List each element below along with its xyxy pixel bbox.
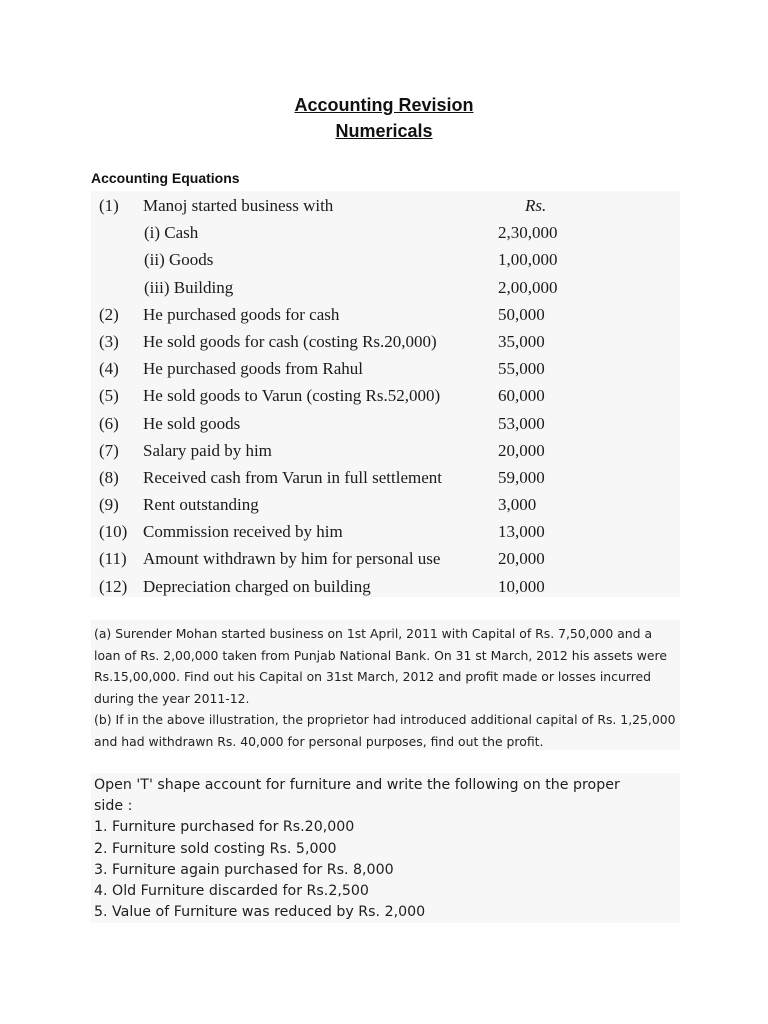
equation-amount: 55,000 <box>498 359 545 379</box>
equation-description: Salary paid by him <box>143 440 272 460</box>
t-account-item: 3. Furniture again purchased for Rs. 8,000 <box>94 861 394 878</box>
t-account-item: 1. Furniture purchased for Rs.20,000 <box>94 819 355 836</box>
equation-description: Rent outstanding <box>143 495 259 515</box>
equation-row <box>91 219 680 246</box>
equation-amount: 3,000 <box>498 495 537 515</box>
title-line-2: Numericals <box>335 121 433 141</box>
t-account-intro-1: Open 'T' shape account for furniture and write the following on the proper <box>94 777 620 793</box>
equation-description: He sold goods to Varun (costing Rs.52,000) <box>143 386 441 406</box>
equation-row <box>91 192 680 219</box>
equation-amount: 20,000 <box>498 549 545 569</box>
t-account-item: 2. Furniture sold costing Rs. 5,000 <box>94 840 337 857</box>
t-account-item: 4. Old Furniture discarded for Rs.2,500 <box>94 883 369 900</box>
equation-description: He purchased goods from Rahul <box>143 359 364 379</box>
amount-header: Rs. <box>525 196 547 215</box>
equation-row <box>91 573 680 600</box>
equation-description: He purchased goods for cash <box>143 304 340 324</box>
equation-description: He sold goods <box>143 413 241 433</box>
equation-number: (6) <box>99 413 119 433</box>
equation-row <box>91 464 680 491</box>
equation-amount: 50,000 <box>498 304 545 324</box>
equation-description: Received cash from Varun in full settlement <box>143 467 442 487</box>
equation-number: (4) <box>99 359 119 379</box>
equation-amount: 59,000 <box>498 467 545 487</box>
equation-description: Manoj started business with <box>143 196 334 215</box>
equation-row <box>91 410 680 437</box>
equation-number: (5) <box>99 386 119 406</box>
t-account-item: 5. Value of Furniture was reduced by Rs. 2,000 <box>94 904 426 921</box>
equation-row <box>91 246 680 273</box>
title-line-1: Accounting Revision <box>294 95 474 115</box>
equation-number: (12) <box>99 576 128 596</box>
equations-table <box>91 191 680 597</box>
section-heading: Accounting Equations <box>91 170 240 186</box>
equation-number: (10) <box>99 522 128 542</box>
problem-part-a: (a) Surender Mohan started business on 1st April, 2011 with Capital of Rs. 7,50,000 and a loan of Rs. 2,00,000 taken from Punjab National Bank. On 31 st March, 2012 his assets were Rs.15,00,000. Find out his Capital on 31st March, 2012 and profit made or losses incurred during the year 2011-12. <box>94 626 667 706</box>
equation-row <box>91 491 680 518</box>
t-account-intro-2: side : <box>94 798 133 815</box>
equation-amount: 13,000 <box>498 522 545 542</box>
equation-amount: 10,000 <box>498 576 545 596</box>
equation-number: (7) <box>99 440 119 460</box>
equation-number: (1) <box>99 196 119 215</box>
equation-amount: 60,000 <box>498 386 545 406</box>
problem-box <box>91 620 680 750</box>
equation-description: Amount withdrawn by him for personal use <box>143 549 441 569</box>
equation-row <box>91 382 680 409</box>
equation-amount: 20,000 <box>498 440 545 460</box>
equation-description: Depreciation charged on building <box>143 576 371 596</box>
equation-amount: 1,00,000 <box>498 250 558 270</box>
problem-part-b: (b) If in the above illustration, the proprietor had introduced additional capital of Rs. 1,25,000 and had withdrawn Rs. 40,000 for personal purposes, find out the profit. <box>94 712 676 749</box>
equation-row <box>91 301 680 328</box>
equation-description: (i) Cash <box>144 223 199 243</box>
equation-description: (iii) Building <box>144 277 234 297</box>
t-account-box <box>91 773 680 923</box>
equation-description: (ii) Goods <box>144 250 214 270</box>
equation-amount: 53,000 <box>498 413 545 433</box>
equation-number: (11) <box>99 549 127 569</box>
equation-description: Commission received by him <box>143 522 343 542</box>
equation-number: (9) <box>99 495 119 515</box>
equation-row <box>91 518 680 545</box>
equation-row <box>91 274 680 301</box>
equation-amount: 2,00,000 <box>498 277 558 297</box>
equation-row <box>91 545 680 572</box>
equation-row <box>91 437 680 464</box>
equation-amount: 35,000 <box>498 331 545 351</box>
document-title <box>0 92 768 144</box>
equation-number: (2) <box>99 304 119 324</box>
equation-number: (3) <box>99 331 119 351</box>
equation-row <box>91 328 680 355</box>
equation-row <box>91 355 680 382</box>
equation-amount: 2,30,000 <box>498 223 558 243</box>
equation-description: He sold goods for cash (costing Rs.20,000) <box>143 331 437 351</box>
equation-number: (8) <box>99 467 119 487</box>
